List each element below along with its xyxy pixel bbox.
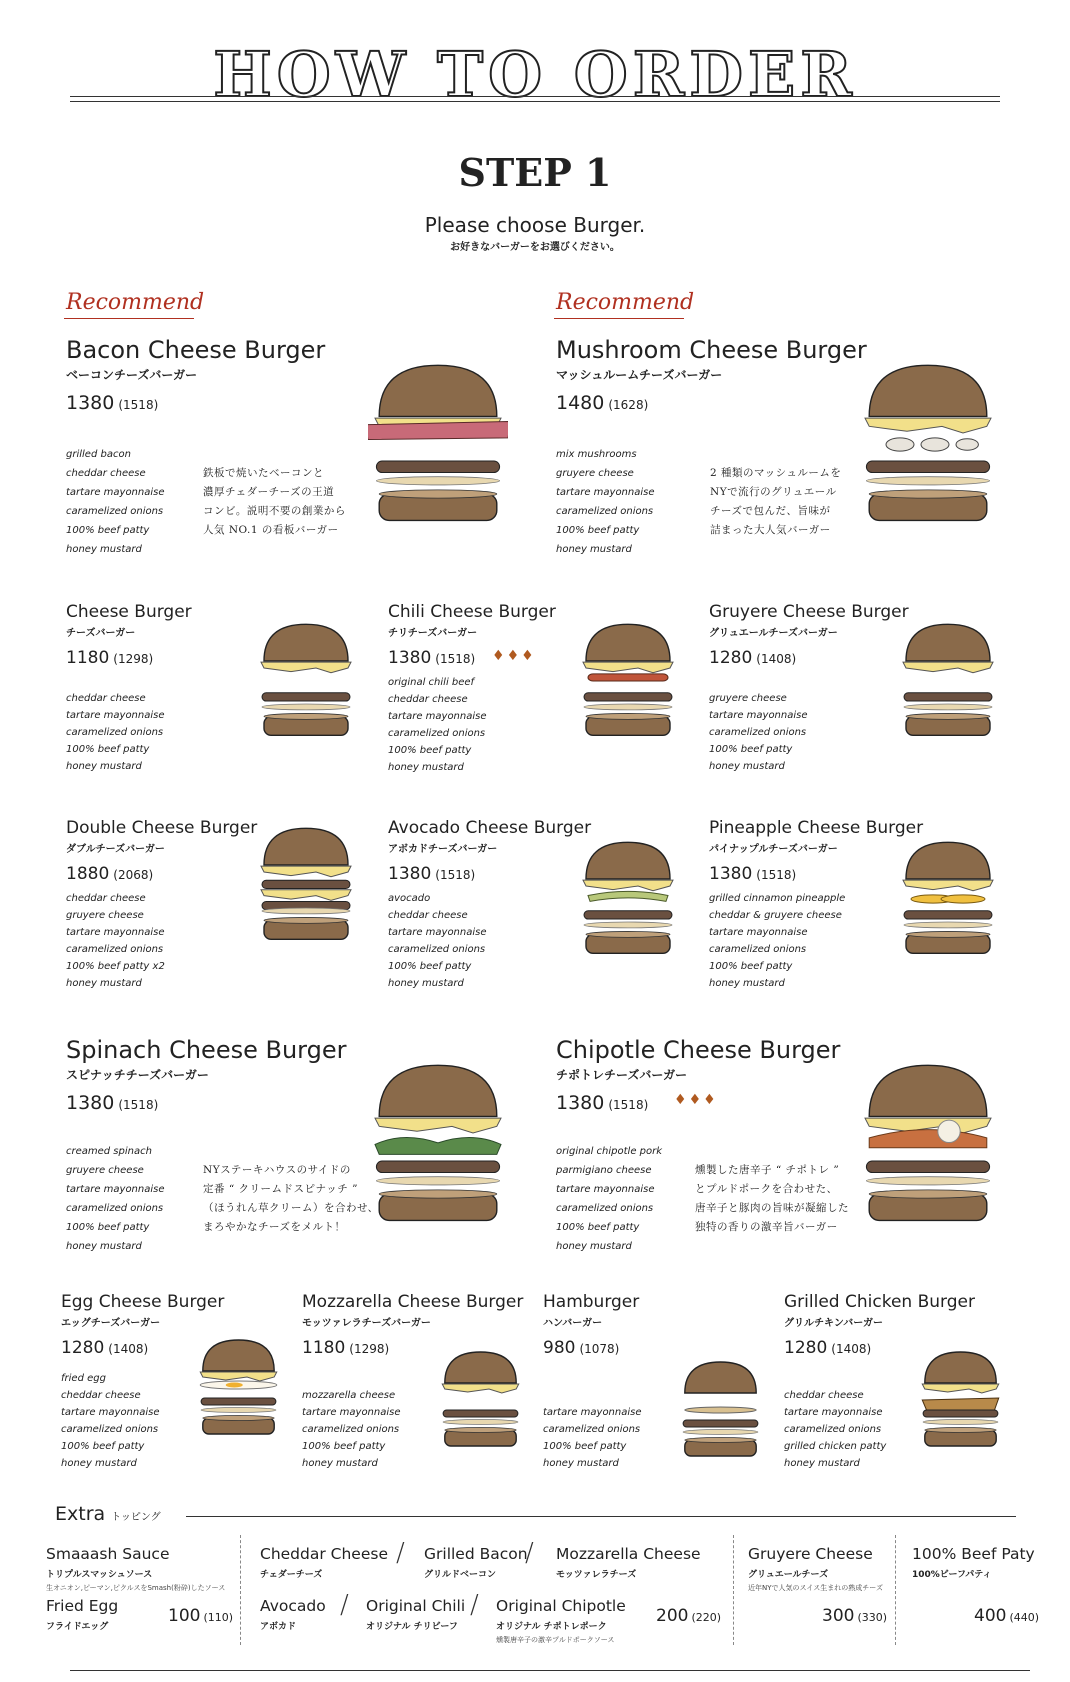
ingredient-item: avocado <box>388 893 431 904</box>
ingredient-item: 100% beef patty <box>556 525 640 536</box>
burger-description <box>203 1161 379 1237</box>
recommend-label-2: Recommend <box>556 290 695 315</box>
ingredient-item: caramelized onions <box>61 1424 159 1435</box>
ingredient-item: honey mustard <box>302 1458 378 1469</box>
extra-item-name: Original Chipotle <box>496 1597 626 1615</box>
ingredient-item: cheddar & gruyere cheese <box>709 910 842 921</box>
extra-slash: / <box>470 1590 479 1620</box>
price-value: 1380 <box>66 1092 115 1114</box>
extra-item-name: Smaaash Sauce <box>46 1545 170 1563</box>
chili-pepper-icon: ♦ <box>688 1092 704 1108</box>
ingredient-item: cheddar cheese <box>61 1390 141 1401</box>
ingredient-item: cheddar cheese <box>784 1390 864 1401</box>
extra-price <box>656 1606 721 1626</box>
burger-illustration <box>256 622 356 744</box>
burger-illustration <box>368 1062 508 1231</box>
extra-item-jp: グリルドベーコン <box>424 1570 497 1580</box>
price-tax: (1518) <box>435 868 476 882</box>
burger-name: Mozzarella Cheese Burger <box>302 1292 524 1312</box>
extra-title <box>55 1503 161 1525</box>
price-value: 980 <box>543 1338 576 1358</box>
burger-description <box>203 464 346 540</box>
ingredient-item: caramelized onions <box>709 727 807 738</box>
chili-pepper-icon: ♦ <box>492 648 507 664</box>
ingredient-item: gruyere cheese <box>66 1165 144 1176</box>
description-line: 唐辛子と豚肉の旨味が凝縮した <box>695 1202 849 1214</box>
extra-item-note: 近年NYで人気のスイス生まれの熟成チーズ <box>748 1584 883 1592</box>
chili-pepper-icon: ♦ <box>521 648 536 664</box>
ingredient-list <box>388 674 487 776</box>
burger-price <box>66 392 158 414</box>
extra-item-note: 生オニオン,ピーマン,ピクルスをSmash(粉砕)したソース <box>46 1584 226 1592</box>
ingredient-list <box>66 445 165 559</box>
ingredient-item: caramelized onions <box>66 944 164 955</box>
burger-price <box>388 864 475 884</box>
burger-illustration <box>438 1350 523 1454</box>
title-rule-top <box>70 96 1000 97</box>
burger-name-jp: スピナッチチーズバーガー <box>66 1068 209 1082</box>
burger-illustration <box>918 1350 1003 1454</box>
recommend-underline-2 <box>554 318 684 319</box>
burger-illustration <box>256 826 356 948</box>
burger-name: Double Cheese Burger <box>66 818 258 838</box>
extra-slash: / <box>396 1538 405 1568</box>
extra-price-value: 400 <box>974 1606 1007 1626</box>
description-line: NYステーキハウスのサイドの <box>203 1164 351 1176</box>
burger-illustration <box>678 1360 763 1464</box>
extra-rule <box>186 1516 1016 1517</box>
ingredient-item: honey mustard <box>709 978 785 989</box>
price-tax: (1518) <box>118 398 159 412</box>
step-subtitle: Please choose Burger. <box>424 213 646 237</box>
ingredient-item: tartare mayonnaise <box>556 487 655 498</box>
step-subtitle-jp: お好きなバーガーをお選びください。 <box>450 242 620 253</box>
ingredient-item: caramelized onions <box>66 727 164 738</box>
ingredient-item: fried egg <box>61 1373 106 1384</box>
ingredient-item: honey mustard <box>66 1241 142 1252</box>
burger-name: Bacon Cheese Burger <box>66 336 326 364</box>
extra-item-name: Original Chili <box>366 1597 466 1615</box>
description-line: 燻製した唐辛子 “ チポトレ ” <box>695 1164 840 1176</box>
ingredient-item: 100% beef patty x2 <box>66 961 165 972</box>
bottom-rule <box>70 1670 1030 1671</box>
price-value: 1380 <box>388 648 432 668</box>
burger-illustration <box>196 1338 281 1442</box>
extra-item-name: Gruyere Cheese <box>748 1545 873 1563</box>
burger-illustration <box>898 622 998 744</box>
price-value: 1280 <box>61 1338 105 1358</box>
ingredient-item: honey mustard <box>556 1241 632 1252</box>
burger-price <box>388 648 475 668</box>
burger-name-jp: アボカドチーズバーガー <box>388 844 498 855</box>
price-value: 1280 <box>784 1338 828 1358</box>
ingredient-item: honey mustard <box>709 761 785 772</box>
description-line: 定番 “ クリームドスピナッチ ” <box>203 1183 358 1195</box>
ingredient-list <box>66 690 165 775</box>
extra-item-note: 燻製唐辛子の激辛プルドポークソース <box>496 1636 615 1644</box>
ingredient-list <box>543 1404 642 1472</box>
extra-item-jp: モッツァレラチーズ <box>556 1570 637 1580</box>
extra-price-value: 300 <box>822 1606 855 1626</box>
ingredient-item: grilled cinnamon pineapple <box>709 893 846 904</box>
ingredient-item: 100% beef patty <box>709 961 793 972</box>
extra-item-jp: アボカド <box>260 1622 297 1632</box>
title-rule-bottom <box>70 101 1000 102</box>
burger-price <box>556 1092 648 1114</box>
description-line: （ほうれん草クリーム）を合わせ、 <box>203 1202 379 1214</box>
extra-item-name: 100% Beef Paty <box>912 1545 1035 1563</box>
price-tax: (1628) <box>608 398 649 412</box>
description-line: 鉄板で焼いたベーコンと <box>203 467 324 479</box>
ingredient-item: mix mushrooms <box>556 449 637 460</box>
price-value: 1380 <box>556 1092 605 1114</box>
extra-divider-1 <box>240 1535 241 1645</box>
burger-illustration <box>578 840 678 962</box>
ingredient-list <box>784 1387 886 1472</box>
ingredient-item: 100% beef patty <box>388 745 472 756</box>
ingredient-item: mozzarella cheese <box>302 1390 396 1401</box>
price-value: 1480 <box>556 392 605 414</box>
ingredient-list <box>302 1387 401 1472</box>
price-tax: (1078) <box>579 1342 620 1356</box>
price-value: 1180 <box>66 648 110 668</box>
description-line: 人気 NO.1 の看板バーガー <box>203 524 339 536</box>
description-line: チーズで包んだ、旨味が <box>710 505 831 517</box>
ingredient-item: tartare mayonnaise <box>388 711 487 722</box>
ingredient-item: caramelized onions <box>556 1203 654 1214</box>
burger-name-jp: パイナップルチーズバーガー <box>709 844 838 855</box>
burger-name: Gruyere Cheese Burger <box>709 602 909 622</box>
page-title: HOW TO ORDER <box>213 38 857 111</box>
price-value: 1880 <box>66 864 110 884</box>
burger-name-jp: ベーコンチーズバーガー <box>66 368 198 382</box>
burger-name: Chili Cheese Burger <box>388 602 556 622</box>
price-value: 1380 <box>388 864 432 884</box>
ingredient-item: honey mustard <box>66 978 142 989</box>
description-line: まろやかなチーズをメルト！ <box>203 1221 346 1233</box>
extra-price-tax: (330) <box>857 1611 888 1624</box>
burger-price <box>709 864 796 884</box>
burger-name: Pineapple Cheese Burger <box>709 818 924 838</box>
burger-name-jp: チーズバーガー <box>66 628 136 639</box>
ingredient-item: tartare mayonnaise <box>556 1184 655 1195</box>
price-tax: (1298) <box>349 1342 390 1356</box>
price-value: 1380 <box>709 864 753 884</box>
ingredient-item: gruyere cheese <box>556 468 634 479</box>
ingredient-item: tartare mayonnaise <box>543 1407 642 1418</box>
burger-price <box>302 1338 389 1358</box>
description-line: NYで流行のグリュエール <box>710 486 837 498</box>
ingredient-item: tartare mayonnaise <box>784 1407 883 1418</box>
extra-item-name: Fried Egg <box>46 1597 119 1615</box>
ingredient-item: parmigiano cheese <box>556 1165 652 1176</box>
ingredient-item: honey mustard <box>556 544 632 555</box>
ingredient-item: honey mustard <box>388 978 464 989</box>
burger-description <box>710 464 841 540</box>
ingredient-list <box>556 445 655 559</box>
burger-price <box>66 648 153 668</box>
ingredient-item: creamed spinach <box>66 1146 152 1157</box>
ingredient-list <box>556 1142 662 1256</box>
price-tax: (1408) <box>831 1342 872 1356</box>
ingredient-item: honey mustard <box>784 1458 860 1469</box>
burger-name: Chipotle Cheese Burger <box>556 1036 841 1064</box>
ingredient-item: tartare mayonnaise <box>66 487 165 498</box>
price-tax: (1408) <box>108 1342 149 1356</box>
ingredient-item: 100% beef patty <box>61 1441 145 1452</box>
burger-name-jp: グリュエールチーズバーガー <box>709 628 838 639</box>
ingredient-list <box>709 690 808 775</box>
burger-name: Cheese Burger <box>66 602 192 622</box>
extra-divider-3 <box>895 1535 896 1645</box>
ingredient-item: caramelized onions <box>784 1424 882 1435</box>
extra-price-value: 100 <box>168 1606 201 1626</box>
burger-name-jp: エッグチーズバーガー <box>61 1318 161 1329</box>
burger-price <box>543 1338 619 1358</box>
extra-item-name: Avocado <box>260 1597 326 1615</box>
price-tax: (1298) <box>113 652 154 666</box>
ingredient-item: 100% beef patty <box>66 525 150 536</box>
extra-divider-2 <box>733 1535 734 1645</box>
ingredient-item: gruyere cheese <box>66 910 144 921</box>
ingredient-item: gruyere cheese <box>709 693 787 704</box>
ingredient-item: cheddar cheese <box>388 910 468 921</box>
burger-price <box>784 1338 871 1358</box>
ingredient-item: cheddar cheese <box>66 893 146 904</box>
price-tax: (2068) <box>113 868 154 882</box>
description-line: とプルドポークを合わせた、 <box>695 1183 838 1195</box>
ingredient-item: 100% beef patty <box>709 744 793 755</box>
price-tax: (1518) <box>118 1098 159 1112</box>
extra-slash: / <box>340 1590 349 1620</box>
extra-price <box>168 1606 233 1626</box>
ingredient-list <box>61 1370 160 1472</box>
ingredient-item: honey mustard <box>66 544 142 555</box>
burger-illustration <box>858 1062 998 1231</box>
ingredient-item: tartare mayonnaise <box>66 710 165 721</box>
extra-item-jp: トリプルスマッシュソース <box>46 1570 153 1580</box>
burger-illustration <box>578 622 678 744</box>
extra-item-jp: 100%ビーフパティ <box>912 1570 992 1580</box>
extra-price <box>822 1606 887 1626</box>
extra-item-name: Grilled Bacon <box>424 1545 528 1563</box>
extra-price <box>974 1606 1039 1626</box>
extra-item-jp: フライドエッグ <box>46 1622 109 1632</box>
burger-name-jp: チリチーズバーガー <box>388 628 478 639</box>
description-line: コンビ。説明不要の創業から <box>203 505 346 517</box>
extra-title-text: Extra <box>55 1503 106 1525</box>
extra-slash: / <box>525 1538 534 1568</box>
ingredient-item: 100% beef patty <box>543 1441 627 1452</box>
price-value: 1280 <box>709 648 753 668</box>
burger-price <box>556 392 648 414</box>
ingredient-item: tartare mayonnaise <box>61 1407 160 1418</box>
burger-name-jp: マッシュルームチーズバーガー <box>556 368 723 382</box>
price-tax: (1408) <box>756 652 797 666</box>
spice-level <box>492 648 536 664</box>
ingredient-item: caramelized onions <box>543 1424 641 1435</box>
ingredient-item: tartare mayonnaise <box>302 1407 401 1418</box>
ingredient-item: original chili beef <box>388 677 475 688</box>
ingredient-item: tartare mayonnaise <box>709 710 808 721</box>
ingredient-item: caramelized onions <box>66 1203 164 1214</box>
price-value: 1380 <box>66 392 115 414</box>
ingredient-item: original chipotle pork <box>556 1146 663 1157</box>
ingredient-item: honey mustard <box>543 1458 619 1469</box>
burger-name: Egg Cheese Burger <box>61 1292 225 1312</box>
ingredient-list <box>388 890 487 992</box>
burger-description <box>695 1161 849 1237</box>
burger-price <box>61 1338 148 1358</box>
extra-item-name: Cheddar Cheese <box>260 1545 388 1563</box>
extra-price-tax: (110) <box>203 1611 234 1624</box>
ingredient-item: 100% beef patty <box>388 961 472 972</box>
extra-item-jp: グリュエールチーズ <box>748 1570 829 1580</box>
ingredient-item: caramelized onions <box>388 944 486 955</box>
burger-illustration <box>368 362 508 531</box>
recommend-label-1: Recommend <box>66 290 205 315</box>
ingredient-item: honey mustard <box>388 762 464 773</box>
extra-title-jp: トッピング <box>111 1512 161 1523</box>
extra-price-value: 200 <box>656 1606 689 1626</box>
extra-item-jp: オリジナル チリビーフ <box>366 1622 458 1632</box>
chili-pepper-icon: ♦ <box>703 1092 718 1108</box>
burger-name: Grilled Chicken Burger <box>784 1292 975 1312</box>
recommend-underline-1 <box>64 318 194 319</box>
extra-price-tax: (440) <box>1009 1611 1040 1624</box>
burger-name: Hamburger <box>543 1292 640 1312</box>
burger-name-jp: チポトレチーズバーガー <box>556 1068 688 1082</box>
ingredient-item: honey mustard <box>66 761 142 772</box>
burger-price <box>66 1092 158 1114</box>
ingredient-item: tartare mayonnaise <box>709 927 808 938</box>
extra-item-jp: オリジナル チポトレポーク <box>496 1622 607 1632</box>
ingredient-item: tartare mayonnaise <box>66 1184 165 1195</box>
ingredient-item: cheddar cheese <box>66 693 146 704</box>
ingredient-item: caramelized onions <box>388 728 486 739</box>
ingredient-list <box>66 890 165 992</box>
burger-name: Mushroom Cheese Burger <box>556 336 867 364</box>
burger-illustration <box>858 362 998 531</box>
ingredient-item: grilled chicken patty <box>784 1441 887 1452</box>
burger-name-jp: ハンバーガー <box>543 1318 603 1329</box>
price-tax: (1518) <box>435 652 476 666</box>
burger-name-jp: モッツァレラチーズバーガー <box>302 1318 431 1329</box>
ingredient-item: honey mustard <box>61 1458 137 1469</box>
burger-price <box>66 864 153 884</box>
description-line: 濃厚チェダーチーズの王道 <box>203 486 335 498</box>
ingredient-item: caramelized onions <box>556 506 654 517</box>
price-tax: (1518) <box>756 868 797 882</box>
step-heading: STEP 1 <box>458 150 612 195</box>
burger-name: Avocado Cheese Burger <box>388 818 592 838</box>
chili-pepper-icon: ♦ <box>674 1092 689 1108</box>
ingredient-item: caramelized onions <box>66 506 164 517</box>
ingredient-item: caramelized onions <box>302 1424 400 1435</box>
ingredient-item: cheddar cheese <box>66 468 146 479</box>
spice-level <box>674 1092 718 1108</box>
ingredient-item: grilled bacon <box>66 449 131 460</box>
extra-item-jp: チェダーチーズ <box>260 1570 323 1580</box>
ingredient-item: 100% beef patty <box>556 1222 640 1233</box>
description-line: 独特の香りの激辛旨バーガー <box>695 1221 838 1233</box>
ingredient-list <box>66 1142 165 1256</box>
chili-pepper-icon: ♦ <box>506 648 522 664</box>
ingredient-item: 100% beef patty <box>66 1222 150 1233</box>
ingredient-item: tartare mayonnaise <box>66 927 165 938</box>
ingredient-item: caramelized onions <box>709 944 807 955</box>
burger-name: Spinach Cheese Burger <box>66 1036 347 1064</box>
description-line: 2 種類のマッシュルームを <box>710 467 842 479</box>
burger-name-jp: ダブルチーズバーガー <box>66 844 165 855</box>
description-line: 詰まった大人気バーガー <box>710 524 831 536</box>
ingredient-item: 100% beef patty <box>66 744 150 755</box>
burger-name-jp: グリルチキンバーガー <box>784 1318 883 1329</box>
burger-price <box>709 648 796 668</box>
burger-illustration <box>898 840 998 962</box>
ingredient-item: 100% beef patty <box>302 1441 386 1452</box>
extra-price-tax: (220) <box>691 1611 722 1624</box>
extra-item-name: Mozzarella Cheese <box>556 1545 701 1563</box>
ingredient-item: cheddar cheese <box>388 694 468 705</box>
price-value: 1180 <box>302 1338 346 1358</box>
ingredient-list <box>709 890 845 992</box>
ingredient-item: tartare mayonnaise <box>388 927 487 938</box>
price-tax: (1518) <box>608 1098 649 1112</box>
